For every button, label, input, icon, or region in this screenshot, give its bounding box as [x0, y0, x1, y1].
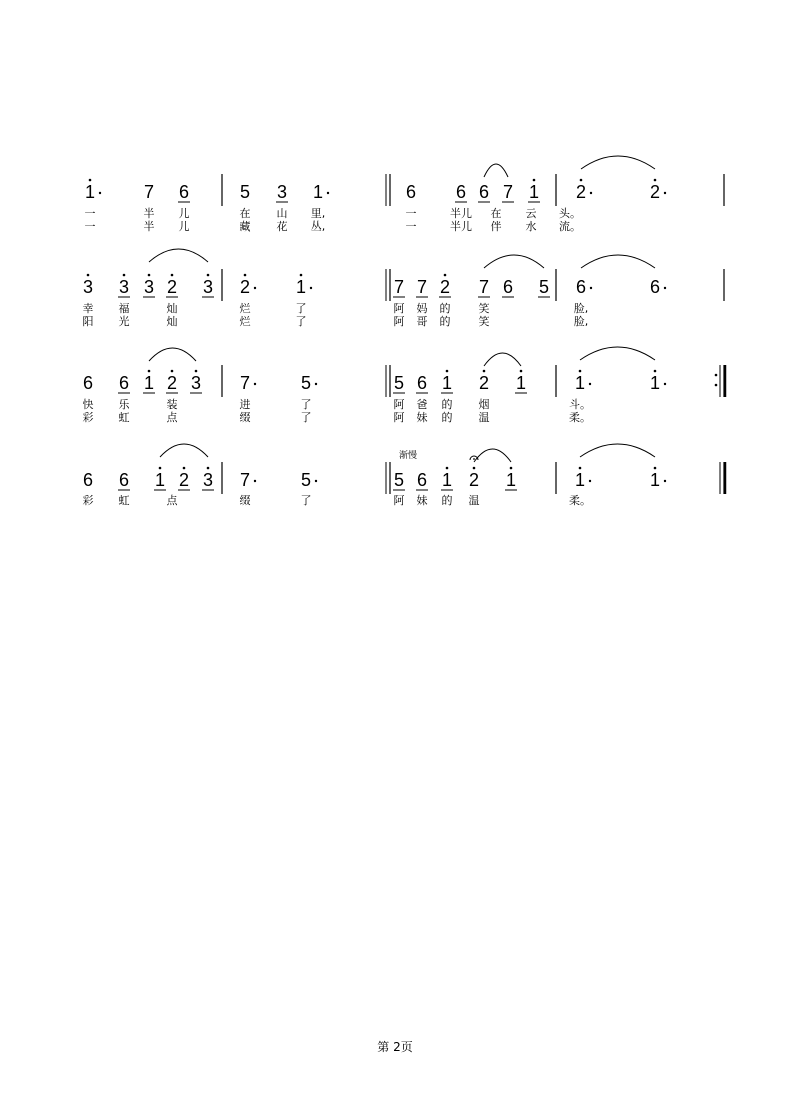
- lyric-syllable: 爸: [416, 398, 428, 411]
- octave-dot: [148, 370, 151, 373]
- note-digit: 5: [393, 373, 405, 393]
- lyric-syllable: 半儿: [450, 207, 472, 220]
- octave-dot: [244, 274, 247, 277]
- octave-dot: [483, 370, 486, 373]
- octave-dot: [579, 370, 582, 373]
- note-digit: 6: [575, 277, 587, 297]
- octave-dot: [473, 467, 476, 470]
- slur: [474, 449, 511, 462]
- lyric-syllable: 斗。: [569, 398, 591, 411]
- note-digit: 2: [468, 470, 480, 490]
- lyric-syllable: 儿: [178, 207, 190, 220]
- note-digit: 2: [166, 373, 178, 393]
- augmentation-dot: [590, 287, 592, 289]
- note-digit: 2: [649, 182, 661, 202]
- octave-dot: [171, 274, 174, 277]
- note-digit: 1: [143, 373, 155, 393]
- note-digit: 6: [502, 277, 514, 297]
- lyric-syllable: 的: [441, 494, 453, 507]
- note-digit: 7: [393, 277, 405, 297]
- lyric-syllable: 流。: [559, 220, 581, 233]
- lyric-syllable: 幸: [82, 302, 94, 315]
- lyric-syllable: 彩: [82, 494, 94, 507]
- note-digit: 7: [478, 277, 490, 297]
- lyric-syllable: 一: [84, 207, 96, 220]
- note-digit: 1: [515, 373, 527, 393]
- octave-dot: [510, 467, 513, 470]
- lyric-syllable: 阳: [82, 315, 94, 328]
- slur: [580, 444, 655, 457]
- lyric-syllable: 的: [441, 398, 453, 411]
- octave-dot: [300, 274, 303, 277]
- note-digit: 1: [441, 373, 453, 393]
- lyric-syllable: 藏: [239, 220, 251, 233]
- note-digit: 6: [416, 470, 428, 490]
- note-digit: 3: [276, 182, 288, 202]
- lyric-syllable: 儿: [178, 220, 190, 233]
- octave-dot: [89, 179, 92, 182]
- tempo-marking: 渐慢: [398, 451, 418, 461]
- augmentation-dot: [254, 287, 256, 289]
- lyric-syllable: 烟: [478, 398, 490, 411]
- note-digit: 6: [416, 373, 428, 393]
- lyric-syllable: 一: [84, 220, 96, 233]
- note-digit: 2: [178, 470, 190, 490]
- note-digit: 2: [166, 277, 178, 297]
- lyric-syllable: 在: [490, 207, 502, 220]
- note-digit: 6: [82, 470, 94, 490]
- lyric-syllable: 阿: [393, 494, 405, 507]
- note-digit: 1: [441, 470, 453, 490]
- lyric-syllable: 烂: [239, 315, 251, 328]
- note-digit: 7: [416, 277, 428, 297]
- lyric-syllable: 妹: [416, 411, 428, 424]
- octave-dot: [654, 370, 657, 373]
- note-digit: 1: [505, 470, 517, 490]
- octave-dot: [533, 179, 536, 182]
- lyric-syllable: 一: [405, 220, 417, 233]
- lyric-syllable: 彩: [82, 411, 94, 424]
- lyric-syllable: 点: [166, 494, 178, 507]
- lyric-syllable: 温: [468, 494, 480, 507]
- note-digit: 2: [575, 182, 587, 202]
- note-digit: 6: [455, 182, 467, 202]
- augmentation-dot: [254, 480, 256, 482]
- note-digit: 3: [202, 277, 214, 297]
- note-digit: 1: [312, 182, 324, 202]
- slur: [484, 164, 508, 177]
- augmentation-dot: [589, 383, 591, 385]
- lyric-syllable: 福: [118, 302, 130, 315]
- lyric-syllable: 阿: [393, 411, 405, 424]
- octave-dot: [446, 467, 449, 470]
- lyric-syllable: 花: [276, 220, 288, 233]
- lyric-syllable: 了: [300, 494, 312, 507]
- system-1: [85, 156, 725, 233]
- note-digit: 5: [300, 373, 312, 393]
- note-digit: 7: [239, 470, 251, 490]
- octave-dot: [520, 370, 523, 373]
- note-digit: 7: [502, 182, 514, 202]
- note-digit: 5: [300, 470, 312, 490]
- lyric-syllable: 水: [525, 220, 537, 233]
- note-digit: 6: [649, 277, 661, 297]
- augmentation-dot: [664, 383, 666, 385]
- lyric-syllable: 了: [295, 315, 307, 328]
- slur: [581, 255, 655, 268]
- octave-dot: [580, 179, 583, 182]
- octave-dot: [195, 370, 198, 373]
- slur: [149, 348, 196, 361]
- note-digit: 1: [574, 470, 586, 490]
- slur: [581, 156, 655, 169]
- slur: [580, 347, 655, 360]
- lyric-syllable: 的: [441, 411, 453, 424]
- octave-dot: [446, 370, 449, 373]
- lyric-syllable: 半儿: [450, 220, 472, 233]
- lyric-syllable: 半: [143, 220, 155, 233]
- lyric-syllable: 里,: [310, 207, 326, 220]
- note-digit: 2: [478, 373, 490, 393]
- lyric-syllable: 虹: [118, 411, 130, 424]
- note-digit: 6: [178, 182, 190, 202]
- lyric-syllable: 进: [239, 398, 251, 411]
- note-digit: 3: [202, 470, 214, 490]
- note-digit: 7: [143, 182, 155, 202]
- octave-dot: [148, 274, 151, 277]
- system-2: [83, 249, 725, 328]
- lyric-syllable: 快: [82, 398, 94, 411]
- note-digit: 6: [478, 182, 490, 202]
- note-digit: 1: [295, 277, 307, 297]
- octave-dot: [654, 467, 657, 470]
- augmentation-dot: [327, 192, 329, 194]
- note-digit: 3: [190, 373, 202, 393]
- slur: [149, 249, 208, 262]
- augmentation-dot: [315, 383, 317, 385]
- note-digit: 1: [528, 182, 540, 202]
- note-digit: 1: [154, 470, 166, 490]
- octave-dot: [87, 274, 90, 277]
- slur: [160, 444, 208, 457]
- lyric-syllable: 的: [439, 302, 451, 315]
- lyric-syllable: 阿: [393, 302, 405, 315]
- lyric-syllable: 缀: [239, 494, 251, 507]
- note-digit: 1: [574, 373, 586, 393]
- augmentation-dot: [664, 192, 666, 194]
- octave-dot: [207, 467, 210, 470]
- lyric-syllable: 头。: [559, 207, 581, 220]
- lyric-syllable: 脸,: [573, 315, 589, 328]
- augmentation-dot: [664, 287, 666, 289]
- augmentation-dot: [315, 480, 317, 482]
- note-digit: 6: [118, 470, 130, 490]
- system-4: [83, 444, 726, 507]
- note-digit: 6: [405, 182, 417, 202]
- note-digit: 7: [239, 373, 251, 393]
- augmentation-dot: [589, 480, 591, 482]
- note-digit: 6: [82, 373, 94, 393]
- lyric-syllable: 半: [143, 207, 155, 220]
- lyric-syllable: 阿: [393, 398, 405, 411]
- lyric-syllable: 柔。: [569, 494, 591, 507]
- augmentation-dot: [99, 192, 101, 194]
- note-digit: 1: [84, 182, 96, 202]
- lyric-syllable: 云: [525, 207, 537, 220]
- system-3: [83, 347, 726, 424]
- lyric-syllable: 妈: [416, 302, 428, 315]
- lyric-syllable: 妹: [416, 494, 428, 507]
- augmentation-dot: [590, 192, 592, 194]
- lyric-syllable: 笑: [478, 302, 490, 315]
- note-digit: 6: [118, 373, 130, 393]
- lyric-syllable: 装: [166, 398, 178, 411]
- lyric-syllable: 温: [478, 411, 490, 424]
- slur: [484, 255, 544, 268]
- augmentation-dot: [310, 287, 312, 289]
- repeat-dot: [715, 384, 718, 387]
- octave-dot: [654, 179, 657, 182]
- octave-dot: [444, 274, 447, 277]
- octave-dot: [123, 274, 126, 277]
- note-digit: 1: [649, 373, 661, 393]
- lyric-syllable: 脸,: [573, 302, 589, 315]
- lyric-syllable: 笑: [478, 315, 490, 328]
- slur: [484, 353, 521, 366]
- octave-dot: [183, 467, 186, 470]
- octave-dot: [207, 274, 210, 277]
- augmentation-dot: [254, 383, 256, 385]
- note-digit: 5: [538, 277, 550, 297]
- note-digit: 5: [239, 182, 251, 202]
- lyric-syllable: 点: [166, 411, 178, 424]
- octave-dot: [171, 370, 174, 373]
- lyric-syllable: 烂: [239, 302, 251, 315]
- page-number: 第 2页: [377, 1040, 413, 1054]
- lyric-syllable: 在: [239, 207, 251, 220]
- lyric-syllable: 灿: [166, 302, 178, 315]
- lyric-syllable: 一: [405, 207, 417, 220]
- lyric-syllable: 柔。: [569, 411, 591, 424]
- note-digit: 2: [239, 277, 251, 297]
- lyric-syllable: 乐: [118, 398, 130, 411]
- lyric-syllable: 丛,: [310, 220, 326, 233]
- note-digit: 5: [393, 470, 405, 490]
- lyric-syllable: 缀: [239, 411, 251, 424]
- lyric-syllable: 虹: [118, 494, 130, 507]
- octave-dot: [579, 467, 582, 470]
- note-digit: 3: [82, 277, 94, 297]
- fermata-dot: [473, 458, 475, 460]
- octave-dot: [159, 467, 162, 470]
- repeat-dot: [715, 374, 718, 377]
- lyric-syllable: 哥: [416, 315, 428, 328]
- note-digit: 3: [118, 277, 130, 297]
- note-digit: 3: [143, 277, 155, 297]
- lyric-syllable: 灿: [166, 315, 178, 328]
- lyric-syllable: 的: [439, 315, 451, 328]
- augmentation-dot: [664, 480, 666, 482]
- lyric-syllable: 山: [276, 207, 288, 220]
- lyric-syllable: 伴: [490, 220, 502, 233]
- note-digit: 2: [439, 277, 451, 297]
- note-digit: 1: [649, 470, 661, 490]
- lyric-syllable: 了: [300, 411, 312, 424]
- lyric-syllable: 阿: [393, 315, 405, 328]
- lyric-syllable: 了: [300, 398, 312, 411]
- lyric-syllable: 光: [118, 315, 130, 328]
- lyric-syllable: 了: [295, 302, 307, 315]
